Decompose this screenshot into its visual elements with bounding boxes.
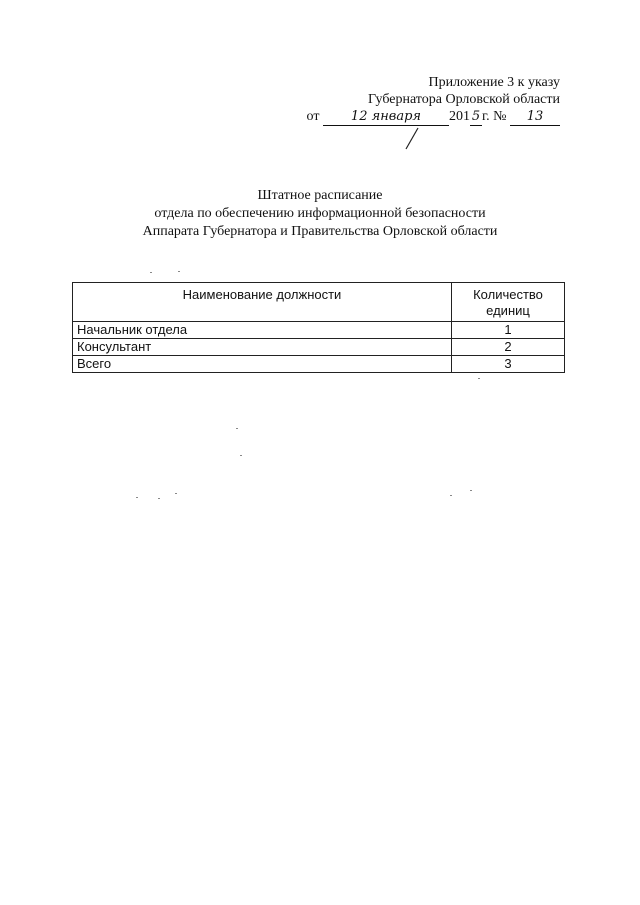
heading-line-2: отдела по обеспечению информационной безопасности xyxy=(154,206,486,221)
scan-speck xyxy=(178,271,180,272)
table-row xyxy=(73,322,565,339)
appendix-line-1: Приложение 3 к указу xyxy=(428,75,560,90)
column-header-count: Количество единиц xyxy=(452,283,565,322)
handwritten-number: 13 xyxy=(510,108,560,126)
handwritten-date: 12 января xyxy=(323,108,449,126)
table-row xyxy=(73,356,565,373)
table-header-row xyxy=(73,283,565,322)
scan-speck xyxy=(158,498,160,499)
position-name: Консультант xyxy=(73,339,452,356)
scan-speck xyxy=(150,272,152,273)
document-heading xyxy=(0,187,640,241)
scan-speck xyxy=(470,490,472,491)
total-count: 3 xyxy=(452,356,565,373)
heading-line-3: Аппарата Губернатора и Правительства Орловской области xyxy=(142,224,498,239)
table-row xyxy=(73,339,565,356)
scan-speck xyxy=(236,428,238,429)
scan-speck xyxy=(450,495,452,496)
scan-speck xyxy=(136,497,138,498)
handwritten-stroke xyxy=(402,127,422,151)
scan-speck xyxy=(478,378,480,379)
position-count: 1 xyxy=(452,322,565,339)
scan-speck xyxy=(175,493,177,494)
appendix-block xyxy=(307,74,560,126)
staff-table xyxy=(72,282,565,373)
handwritten-year: 5 xyxy=(471,109,481,124)
column-header-position: Наименование должности xyxy=(73,283,452,322)
position-name: Начальник отдела xyxy=(73,322,452,339)
date-prefix: от xyxy=(306,109,320,124)
heading-line-1: Штатное расписание xyxy=(257,188,383,203)
position-count: 2 xyxy=(452,339,565,356)
total-label: Всего xyxy=(73,356,452,373)
decree-date-row xyxy=(307,108,560,126)
appendix-line-2: Губернатора Орловской области xyxy=(367,92,560,107)
year-prefix: 201 xyxy=(448,109,470,124)
scan-speck xyxy=(240,455,242,456)
year-suffix: г. № xyxy=(481,109,507,124)
